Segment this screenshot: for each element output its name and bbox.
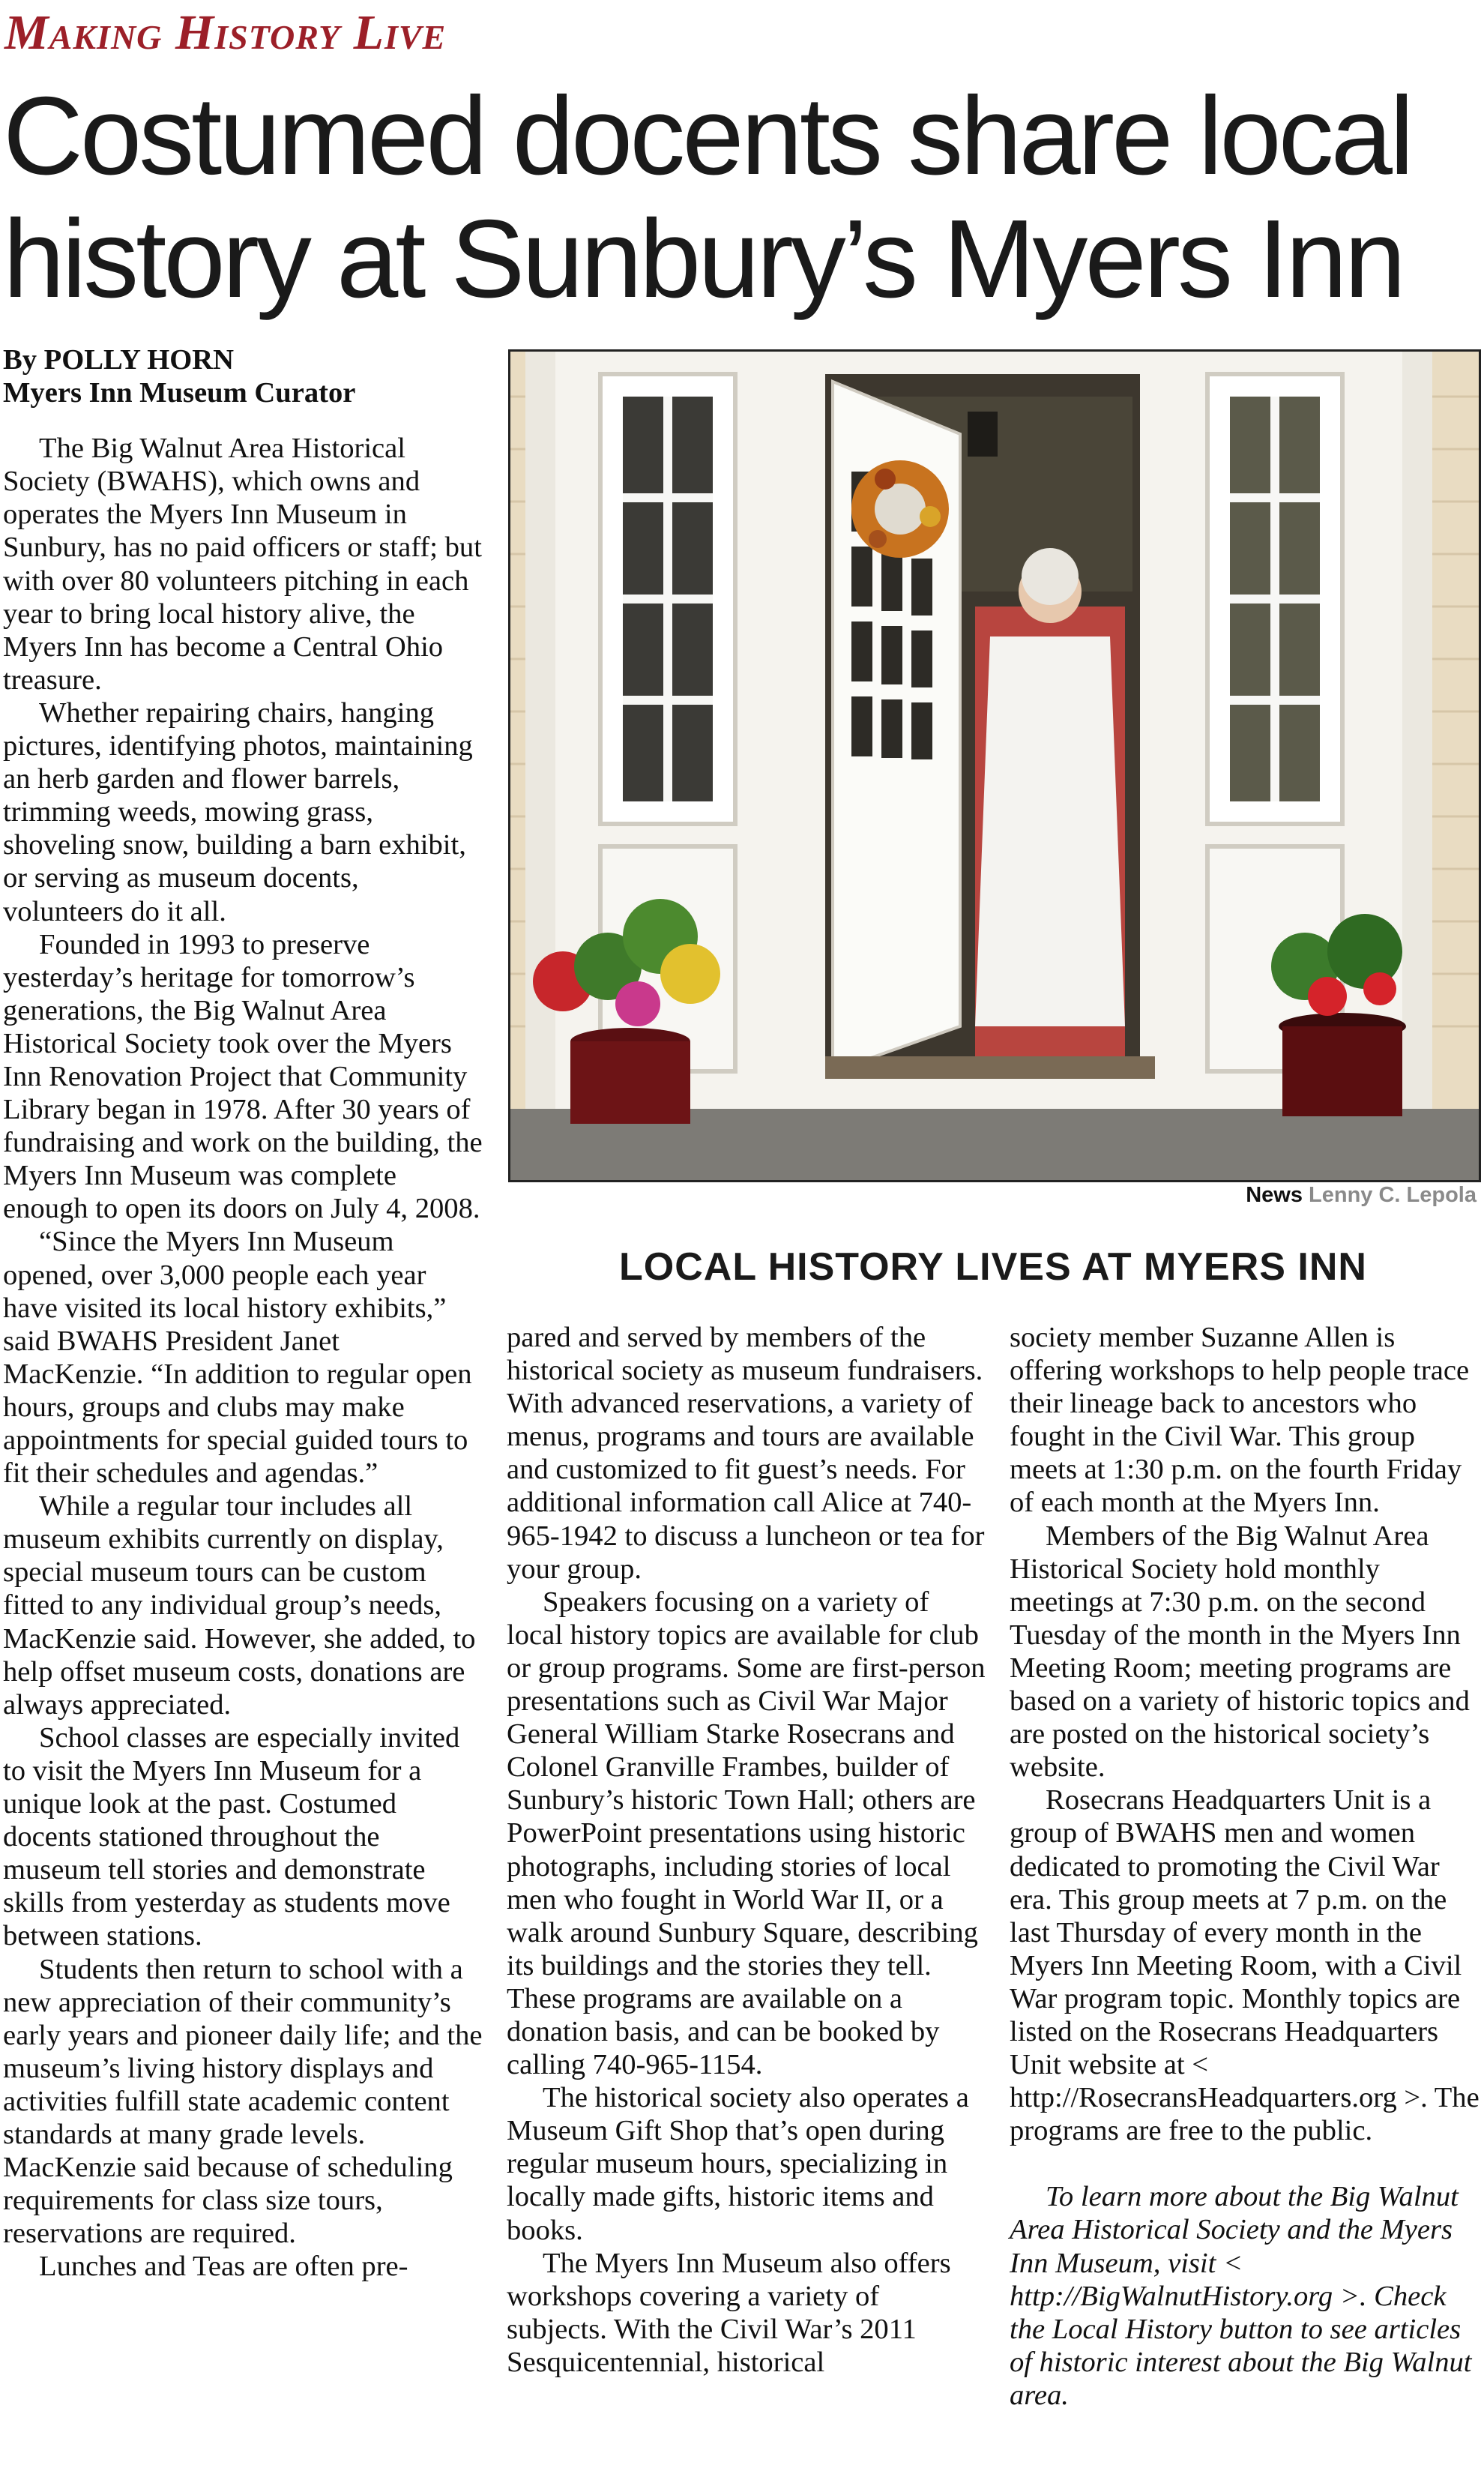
paragraph: pared and served by members of the historical society as museum fundraisers. With advanced reservations, a variety of menus, programs and tours are available and customized to fit guest’s needs. For additional information call Alice at 740-965-1942 to discuss a luncheon or tea for your group. — [507, 1322, 985, 1585]
byline-author: By POLLY HORN — [3, 344, 234, 376]
photo-credit — [1124, 1183, 1477, 1208]
docent-in-doorway-illustration — [510, 352, 1479, 1180]
paragraph: Rosecrans Headquarters Unit is a group of BWAHS men and women dedicated to promoting the Civil War era. This group meets at 7 p.m. on the last Thursday of every month in the Myers Inn Meeting Room, with a Civil War program topic. Monthly topics are listed on the Rosecrans Headquarters Unit website at < http://RosecransHeadquarters.org >. The programs are free to the public. — [1010, 1784, 1480, 2147]
paragraph: The historical society also operates a Museum Gift Shop that’s open during regular museum hours, specializing in locally made gifts, historic items and books. — [507, 2082, 969, 2246]
byline-title: Myers Inn Museum Curator — [3, 377, 356, 409]
paragraph: School classes are especially invited to visit the Myers Inn Museum for a unique look at the past. Costumed docents stationed throughout the museum tell stories and demonstrate skills from yesterday as students move between stations. — [3, 1721, 460, 1952]
paragraph: Speakers focusing on a variety of local history topics are available for club or group programs. Some are first-person presentations such as Civil War Major General William Starke Rosecrans and Colonel Granville Frambes, builder of Sunbury’s historic Town Hall; others are PowerPoint presentations using historic photographs, including stories of local men who fought in World War II, or a walk around Sunbury Square, describing its buildings and the stories they tell. These programs are available on a donation basis, and can be booked by calling 740-965-1154. — [507, 1586, 986, 2081]
paragraph: While a regular tour includes all museum exhibits currently on display, special museum tours can be custom fitted to any individual group’s needs, MacKenzie said. However, she added, to help offset museum costs, donations are always appreciated. — [3, 1490, 476, 1721]
headline-line-1: Costumed docents share local — [3, 74, 1411, 198]
paragraph: The Big Walnut Area Historical Society (BWAHS), which owns and operates the Myers Inn Museum in Sunbury, has no paid officers or staff; but with over 80 volunteers pitching in each year to bring local history alive, the Myers Inn has become a Central Ohio treasure. — [3, 433, 482, 696]
paragraph: Students then return to school with a new appreciation of their community’s early years and pioneer daily life; and the museum’s living history displays and activities fulfill state academic content standards at many grade levels. MacKenzie said because of scheduling requirements for class size tours, reservations are required. — [3, 1953, 483, 2250]
paragraph: society member Suzanne Allen is offering workshops to help people trace their lineage back to ancestors who fought in the Civil War. This group meets at 1:30 p.m. on the fourth Friday of each month at the Myers Inn. — [1010, 1322, 1470, 1519]
article-column-3 — [1010, 1321, 1482, 2412]
headline-line-2: history at Sunbury’s Myers Inn — [3, 197, 1403, 321]
closing-note: To learn more about the Big Walnut Area Historical Society and the Myers Inn Museum, visit < http://BigWalnutHistory.org >. Check the Local History button to see articles of historic interest about the Big Walnut area. — [1010, 2181, 1472, 2411]
doorway-photo — [508, 349, 1481, 1182]
photo-caption-title: LOCAL HISTORY LIVES AT MYERS INN — [619, 1245, 1367, 1289]
article-column-1 — [3, 343, 483, 2283]
photo-credit-outlet: News — [1246, 1183, 1303, 1207]
paragraph: Whether repairing chairs, hanging pictures, identifying photos, maintaining an herb garden and flower barrels, trimming weeds, mowing grass, shoveling snow, building a barn exhibit, or serving as museum docents, volunteers do it all. — [3, 696, 473, 927]
paragraph: Members of the Big Walnut Area Historical Society hold monthly meetings at 7:30 p.m. on the second Tuesday of the month in the Myers Inn Meeting Room; meeting programs are based on a variety of historic topics and are posted on the historical society’s website. — [1010, 1520, 1470, 1784]
paragraph: Lunches and Teas are often pre- — [39, 2251, 408, 2283]
paragraph: “Since the Myers Inn Museum opened, over 3,000 people each year have visited its local history exhibits,” said BWAHS President Janet MacKenzie. “In addition to regular open hours, groups and clubs may make appointments for special guided tours to fit their schedules and agendas.” — [3, 1226, 472, 1490]
photo-credit-photographer: Lenny C. Lepola — [1309, 1183, 1477, 1207]
article-column-2 — [507, 1321, 986, 2379]
headline — [3, 75, 1472, 321]
paragraph: Founded in 1993 to preserve yesterday’s heritage for tomorrow’s generations, the Big Walnut Area Historical Society took over the Myers Inn Renovation Project that Community Library began in 1978. After 30 years of fundraising and work on the building, the Myers Inn Museum was complete enough to open its doors on July 4, 2008. — [3, 928, 483, 1225]
paragraph: The Myers Inn Museum also offers workshops covering a variety of subjects. With the Civil War’s 2011 Sesquicentennial, historical — [507, 2247, 951, 2378]
section-kicker: Making History Live — [4, 5, 447, 60]
